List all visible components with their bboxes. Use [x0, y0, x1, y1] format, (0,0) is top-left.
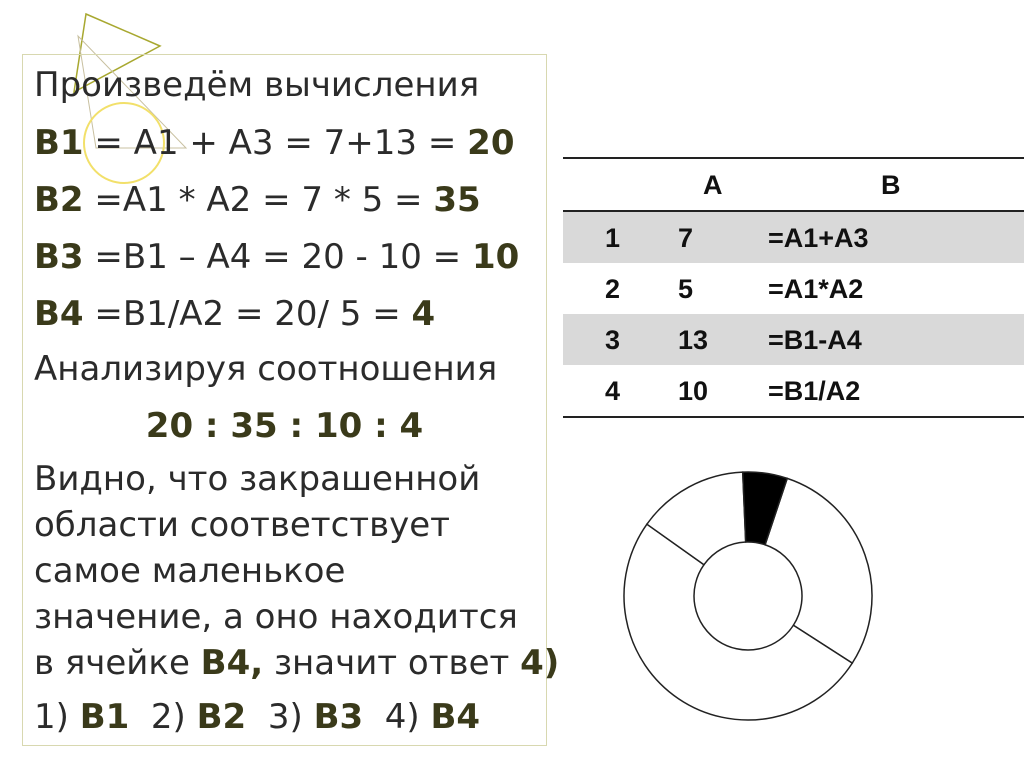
cell-b: =B1-A4 [768, 325, 862, 355]
option-number: 2) [150, 697, 197, 737]
calc-line-b2 [34, 180, 481, 220]
conclusion-prefix: в ячейке [34, 643, 201, 683]
conclusion-line-3: самое маленькое [34, 551, 346, 591]
cell-a: 5 [678, 274, 694, 304]
analysis-label: Анализируя соотношения [34, 349, 498, 389]
calc-expr: =B1/A2 = 20/ 5 = [83, 294, 412, 334]
table-header-row [563, 159, 1024, 210]
cell-a: 10 [678, 376, 709, 406]
cell-a: 13 [678, 325, 709, 355]
calc-expr: =B1 – A4 = 20 - 10 = [83, 237, 472, 277]
column-header-a: A [703, 170, 723, 200]
calc-cell: B2 [34, 180, 84, 220]
row-number: 2 [605, 274, 621, 304]
table-row [563, 212, 1024, 263]
ratio-line: 20 : 35 : 10 : 4 [145, 406, 424, 446]
cell-b: =A1*A2 [768, 274, 864, 304]
heading: Произведём вычисления [34, 65, 480, 105]
calc-result: 35 [433, 180, 481, 220]
cell-b: =B1/A2 [768, 376, 861, 406]
calc-cell: B3 [34, 237, 84, 277]
calc-cell: B4 [34, 294, 84, 334]
conclusion-mid: значит ответ [263, 643, 521, 683]
calc-expr: = A1 + A3 = 7+13 = [83, 123, 468, 163]
conclusion-line-1: Видно, что закрашенной [34, 459, 481, 499]
row-number: 4 [605, 376, 621, 406]
conclusion-cell: B4, [200, 643, 264, 683]
calc-result: 10 [471, 237, 520, 277]
answer-options [34, 697, 480, 737]
option-value: B2 [196, 697, 247, 737]
donut-chart [622, 470, 874, 722]
text-panel [22, 54, 560, 746]
conclusion-line-2: области соответствует [34, 505, 450, 545]
table-bottom-border [563, 416, 1024, 418]
option-number: 1) [34, 697, 80, 737]
table-row [563, 263, 1024, 314]
column-header-b: B [881, 170, 901, 200]
conclusion-answer: 4) [520, 643, 560, 683]
row-number: 1 [605, 223, 621, 253]
calc-line-b4 [34, 294, 435, 334]
conclusion-line-5 [34, 643, 559, 683]
table-row [563, 365, 1024, 416]
table-row [563, 314, 1024, 365]
calc-result: 20 [467, 123, 515, 163]
calc-line-b3 [34, 237, 519, 277]
cell-a: 7 [678, 223, 694, 253]
option-value: B4 [430, 697, 481, 737]
option-number: 4) [384, 697, 431, 737]
calc-result: 4 [411, 294, 436, 334]
conclusion-line-4: значение, а оно находится [34, 597, 518, 637]
row-number: 3 [605, 325, 621, 355]
option-number: 3) [267, 697, 314, 737]
calc-expr: =A1 * A2 = 7 * 5 = [83, 180, 434, 220]
donut-slice [765, 478, 872, 663]
cell-b: =A1+A3 [768, 223, 869, 253]
calc-cell: B1 [34, 123, 84, 163]
option-value: B1 [79, 697, 130, 737]
spreadsheet-table [563, 157, 1024, 418]
calc-line-b1 [34, 123, 515, 163]
option-value: B3 [313, 697, 364, 737]
